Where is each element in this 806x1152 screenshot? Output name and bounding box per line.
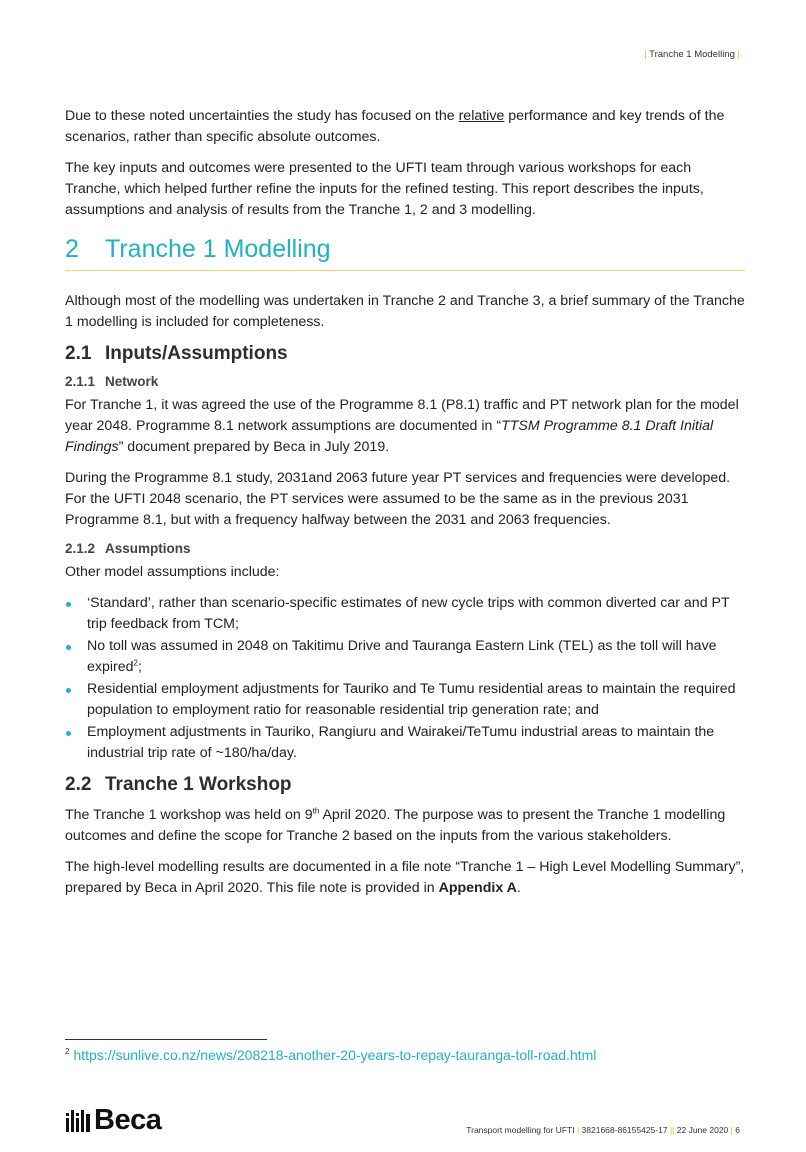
header-bar-right: | — [737, 49, 740, 60]
assumptions-intro: Other model assumptions include: — [65, 564, 280, 580]
page-content — [65, 106, 745, 909]
page-footer: Transport modelling for UFTI | 3821668-86155425-17 || 22 June 2020 | 6 — [466, 1125, 740, 1135]
footnote — [65, 1047, 596, 1063]
workshop-paragraph-2: The high-level modelling results are documented in a file note “Tranche 1 – High Level Modelling Summary”, prepared by Beca in April 2020. This file note is provided in Appendix A. — [65, 859, 745, 896]
network-paragraph-1: For Tranche 1, it was agreed the use of the Programme 8.1 (P8.1) traffic and PT network plan for the model year 2048. Programme 8.1 network assumptions are documented in “TTSM Programme 8.1 Draft Initial Findings” document prepared by Beca in July 2019. — [65, 397, 739, 455]
subsubsection-heading-2-1-2: 2.1.2 Assumptions — [65, 541, 191, 556]
footer-reference: 3821668-86155425-17 — [581, 1125, 668, 1135]
list-item: ‘Standard’, rather than scenario-specific estimates of new cycle trips with common diverted car and PT trip feedback from TCM; — [65, 593, 745, 635]
list-item: No toll was assumed in 2048 on Takitimu Drive and Tauranga Eastern Link (TEL) as the toll will have expired$^2$; — [65, 636, 745, 678]
footnote-link[interactable]: https://sunlive.co.nz/news/208218-another-20-years-to-repay-tauranga-toll-road.html — [73, 1047, 597, 1063]
bullet-icon — [66, 645, 71, 650]
beca-logo — [66, 1106, 161, 1135]
subsection-heading-2-2: 2.2 Tranche 1 Workshop — [65, 774, 292, 795]
page-number: 6 — [735, 1125, 740, 1135]
section-title: Tranche 1 Modelling — [105, 235, 331, 263]
section-heading-2 — [65, 235, 745, 271]
intro-paragraph-2: The key inputs and outcomes were presented to the UFTI team through various workshops for each Tranche, which helped further refine the inputs for the refined testing. This report describes the inputs, assumptions and analysis of results from the Tranche 1, 2 and 3 modelling. — [65, 160, 704, 218]
list-item: Residential employment adjustments for Tauriko and Te Tumu residential areas to maintain the required population to employment ratio for reasonable residential trip generation rate; and — [65, 679, 745, 721]
section-number: 2 — [65, 235, 79, 263]
workshop-paragraph-1: The Tranche 1 workshop was held on 9th April 2020. The purpose was to present the Tranche 1 modelling outcomes and define the scope for Tranche 2 based on the inputs from the various stakeholders. — [65, 806, 726, 844]
header-bar-left: | — [644, 49, 647, 60]
intro-paragraph-1: Due to these noted uncertainties the study has focused on the relative performance and key trends of the scenarios, rather than specific absolute outcomes. — [65, 108, 725, 145]
subsubsection-heading-2-1-1: 2.1.1 Network — [65, 374, 159, 389]
bullet-icon — [66, 602, 71, 607]
bullet-icon — [66, 731, 71, 736]
footnote-number: 2 — [65, 1047, 70, 1057]
footnote-reference: 2 — [133, 658, 138, 668]
footer-doc-title: Transport modelling for UFTI — [466, 1125, 575, 1135]
running-header — [644, 49, 740, 60]
footnote-divider — [65, 1039, 267, 1040]
document-title-italic: TTSM Programme 8.1 Draft Initial Findings — [65, 418, 714, 455]
underlined-word: relative — [458, 108, 505, 124]
footer-date: 22 June 2020 — [676, 1125, 729, 1135]
subsection-heading-2-1: 2.1 Inputs/Assumptions — [65, 343, 288, 364]
bullet-icon — [66, 688, 71, 693]
list-item: Employment adjustments in Tauriko, Rangiuru and Wairakei/TeTumu industrial areas to maintain the industrial trip rate of ~180/ha/day. — [65, 722, 745, 764]
network-paragraph-2: During the Programme 8.1 study, 2031and 2063 future year PT services and frequencies were developed. For the UFTI 2048 scenario, the PT services were assumed to be the same as in the previous 2031 Programme 8.1, but with a frequency halfway between the 2031 and 2063 frequencies. — [65, 470, 731, 528]
assumptions-list — [65, 593, 745, 764]
beca-logo-icon — [66, 1110, 90, 1132]
logo-wordmark: Beca — [94, 1104, 162, 1136]
header-label: Tranche 1 Modelling — [649, 49, 735, 60]
appendix-reference: Appendix A — [438, 880, 517, 896]
section-2-paragraph: Although most of the modelling was undertaken in Tranche 2 and Tranche 3, a brief summary of the Tranche 1 modelling is included for completeness. — [65, 293, 745, 330]
